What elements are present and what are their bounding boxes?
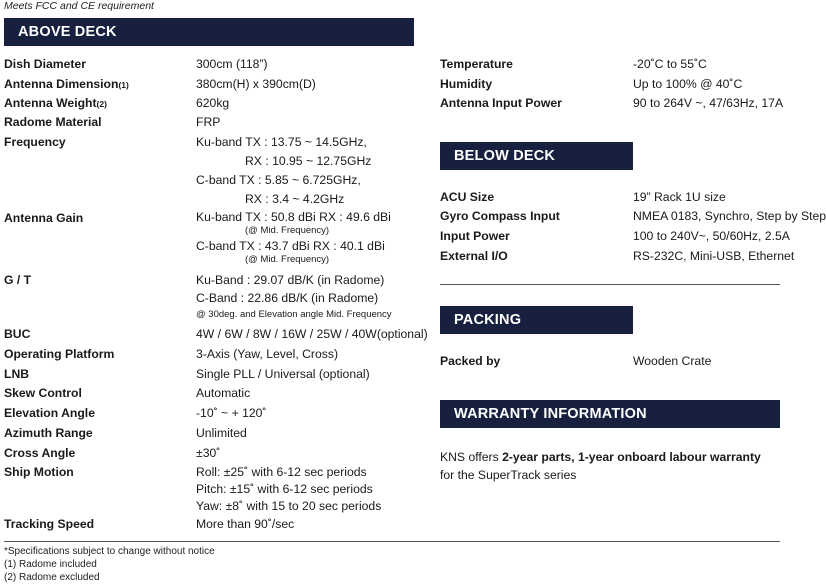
label-dish-diameter: Dish Diameter xyxy=(4,57,86,71)
value-g-t-note: @ 30deg. and Elevation angle Mid. Frequency xyxy=(196,309,392,320)
label-antenna-gain: Antenna Gain xyxy=(4,211,84,225)
top-note: Meets FCC and CE requirement xyxy=(4,0,154,12)
label-g-t: G / T xyxy=(4,273,32,287)
value-gain-ku: Ku-band TX : 50.8 dBi RX : 49.6 dBi xyxy=(196,210,391,224)
label-ship-motion: Ship Motion xyxy=(4,465,74,479)
warranty-highlight: 2-year parts, 1-year onboard labour warranty xyxy=(502,450,761,464)
warranty-text: KNS offers 2-year parts, 1-year onboard labour warranty for the SuperTrack series xyxy=(440,450,761,482)
label-buc: BUC xyxy=(4,327,31,341)
value-frequency-c-tx: C-band TX : 5.85 ~ 6.725GHz, xyxy=(196,173,361,187)
section-header-below-deck: BELOW DECK xyxy=(440,142,633,170)
label-gyro-compass-input: Gyro Compass Input xyxy=(440,209,560,223)
value-frequency-ku-tx: Ku-band TX : 13.75 ~ 14.5GHz, xyxy=(196,135,367,149)
label-temperature: Temperature xyxy=(440,57,513,71)
value-lnb: Single PLL / Universal (optional) xyxy=(196,367,370,381)
value-gain-ku-note: (@ Mid. Frequency) xyxy=(245,225,330,236)
value-radome-material: FRP xyxy=(196,115,221,129)
note-antenna-weight: (2) xyxy=(96,99,107,109)
footnote-1: (1) Radome included xyxy=(4,559,97,570)
label-humidity: Humidity xyxy=(440,77,493,91)
label-antenna-input-power: Antenna Input Power xyxy=(440,96,562,110)
label-packed-by: Packed by xyxy=(440,354,501,368)
section-header-warranty: WARRANTY INFORMATION xyxy=(440,400,780,428)
value-ship-motion-yaw: Yaw: ±8˚ with 15 to 20 sec periods xyxy=(196,499,382,513)
divider-footer xyxy=(4,541,780,542)
label-radome-material: Radome Material xyxy=(4,115,102,129)
label-lnb: LNB xyxy=(4,367,30,381)
value-packed-by: Wooden Crate xyxy=(633,354,712,368)
label-azimuth-range: Azimuth Range xyxy=(4,426,93,440)
label-input-power: Input Power xyxy=(440,229,510,243)
label-antenna-weight: Antenna Weight(2) xyxy=(4,96,107,110)
value-antenna-weight: 620kg xyxy=(196,96,230,110)
value-cross-angle: ±30˚ xyxy=(196,446,221,460)
label-skew-control: Skew Control xyxy=(4,386,82,400)
label-antenna-dimension: Antenna Dimension(1) xyxy=(4,77,129,91)
value-input-power: 100 to 240V~, 50/60Hz, 2.5A xyxy=(633,229,790,243)
label-elevation-angle: Elevation Angle xyxy=(4,406,95,420)
value-gain-c: C-band TX : 43.7 dBi RX : 40.1 dBi xyxy=(196,239,385,253)
value-gyro-compass-input: NMEA 0183, Synchro, Step by Step xyxy=(633,209,826,223)
value-gain-c-note: (@ Mid. Frequency) xyxy=(245,254,330,265)
value-antenna-input-power: 90 to 264V ~, 47/63Hz, 17A xyxy=(633,96,784,110)
value-azimuth-range: Unlimited xyxy=(196,426,247,440)
value-buc: 4W / 6W / 8W / 16W / 25W / 40W(optional) xyxy=(196,327,428,341)
value-humidity: Up to 100% @ 40˚C xyxy=(633,77,743,91)
value-temperature: -20˚C to 55˚C xyxy=(633,57,707,71)
value-skew-control: Automatic xyxy=(196,386,251,400)
value-ship-motion-roll: Roll: ±25˚ with 6-12 sec periods xyxy=(196,465,367,479)
value-frequency-c-rx: RX : 3.4 ~ 4.2GHz xyxy=(245,192,345,206)
value-elevation-angle: -10˚ ~ + 120˚ xyxy=(196,406,267,420)
divider-below-deck xyxy=(440,284,780,285)
value-g-t-c: C-Band : 22.86 dB/K (in Radome) xyxy=(196,291,379,305)
value-external-io: RS-232C, Mini-USB, Ethernet xyxy=(633,249,795,263)
label-operating-platform: Operating Platform xyxy=(4,347,115,361)
label-tracking-speed: Tracking Speed xyxy=(4,517,95,531)
value-antenna-dimension: 380cm(H) x 390cm(D) xyxy=(196,77,316,91)
value-g-t-ku: Ku-Band : 29.07 dB/K (in Radome) xyxy=(196,273,385,287)
label-acu-size: ACU Size xyxy=(440,190,495,204)
section-header-above-deck: ABOVE DECK xyxy=(4,18,414,46)
value-tracking-speed: More than 90˚/sec xyxy=(196,517,295,531)
footnote-specs: *Specifications subject to change without notice xyxy=(4,546,215,557)
label-external-io: External I/O xyxy=(440,249,508,263)
footnote-2: (2) Radome excluded xyxy=(4,572,100,583)
value-frequency-ku-rx: RX : 10.95 ~ 12.75GHz xyxy=(245,154,372,168)
value-acu-size: 19” Rack 1U size xyxy=(633,190,726,204)
value-ship-motion-pitch: Pitch: ±15˚ with 6-12 sec periods xyxy=(196,482,373,496)
label-cross-angle: Cross Angle xyxy=(4,446,76,460)
label-frequency: Frequency xyxy=(4,135,66,149)
note-antenna-dimension: (1) xyxy=(118,80,129,90)
section-header-packing: PACKING xyxy=(440,306,633,334)
value-operating-platform: 3-Axis (Yaw, Level, Cross) xyxy=(196,347,338,361)
value-dish-diameter: 300cm (118”) xyxy=(196,57,268,71)
